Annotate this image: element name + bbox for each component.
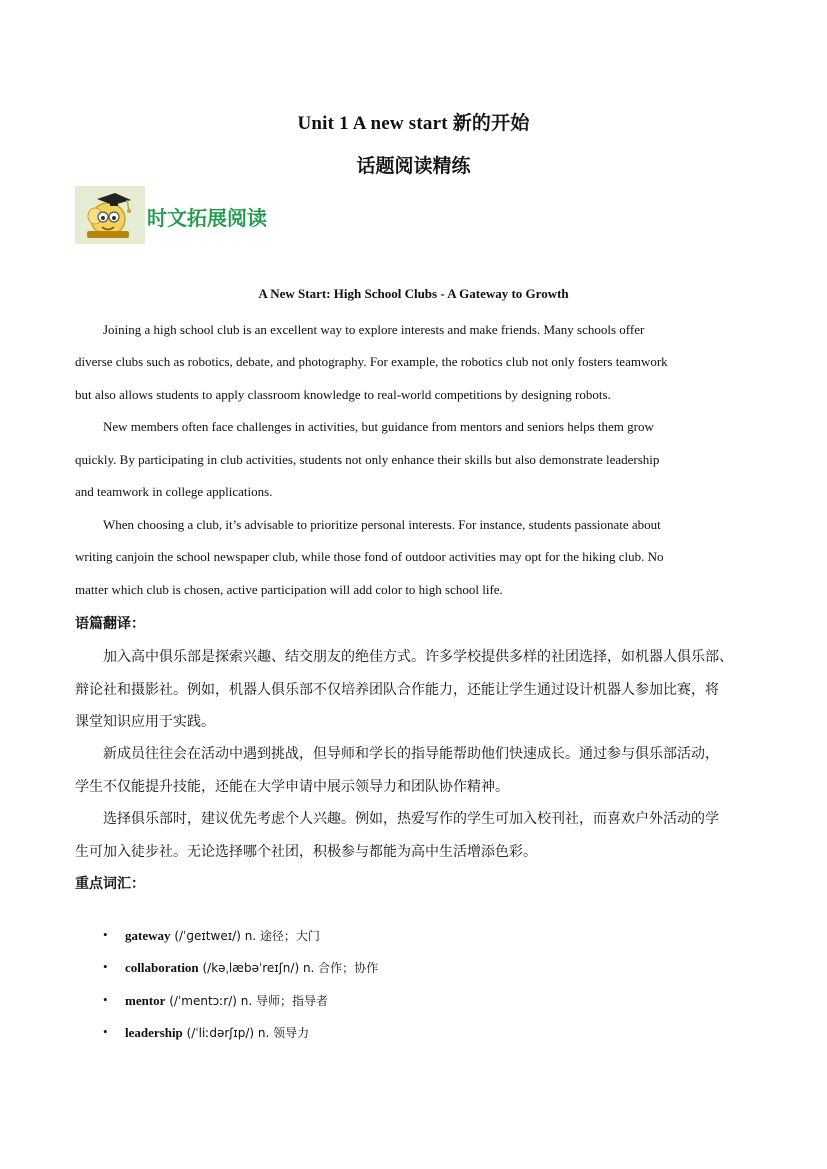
translation-line: 加入高中俱乐部是探索兴趣、结交朋友的绝佳方式。许多学校提供多样的社团选择，如机器人俱乐部、: [103, 649, 733, 665]
section-title: 时文拓展阅读: [147, 206, 267, 230]
article-line: New members often face challenges in activities, but guidance from mentors and seniors helps them grow: [103, 419, 654, 434]
article-line: and teamwork in college applications.: [75, 484, 273, 499]
bullet-icon: •: [103, 1024, 108, 1039]
vocab-entry: [125, 1024, 309, 1041]
vocab-detail: (/kəˌlæbəˈreɪʃn/) n. 合作；协作: [198, 961, 379, 975]
vocab-detail: (/ˈɡeɪtweɪ/) n. 途径；大门: [170, 929, 320, 943]
page-subtitle: 话题阅读精练: [356, 156, 471, 177]
vocab-detail: (/ˈmentɔːr/) n. 导师；指导者: [165, 994, 329, 1008]
translation-line: 学生不仅能提升技能，还能在大学申请中展示领导力和团队协作精神。: [75, 779, 509, 795]
translation-line: 课堂知识应用于实践。: [75, 714, 215, 730]
vocab-entry: [125, 959, 378, 976]
bullet-icon: •: [103, 959, 108, 974]
article-line: quickly. By participating in club activities, students not only enhance their skills but also demonstrate leadership: [75, 452, 660, 467]
article-line: writing canjoin the school newspaper club, while those fond of outdoor activities may opt for the hiking club. No: [75, 549, 664, 564]
bullet-icon: •: [103, 992, 108, 1007]
article-line: matter which club is chosen, active participation will add color to high school life.: [75, 582, 503, 597]
vocab-word: collaboration: [125, 960, 199, 975]
scholar-mascot-icon: [75, 186, 145, 244]
translation-line: 选择俱乐部时，建议优先考虑个人兴趣。例如，热爱写作的学生可加入校刊社，而喜欢户外活动的学: [103, 811, 719, 827]
article-line: Joining a high school club is an excellent way to explore interests and make friends. Many schools offer: [103, 322, 645, 337]
translation-line: 生可加入徒步社。无论选择哪个社团，积极参与都能为高中生活增添色彩。: [75, 844, 537, 860]
vocabulary-heading: 重点词汇：: [75, 876, 145, 892]
vocab-entry: [125, 992, 328, 1009]
translation-line: 新成员往往会在活动中遇到挑战，但导师和学长的指导能帮助他们快速成长。通过参与俱乐部活动，: [103, 746, 719, 762]
vocab-entry: [125, 927, 320, 944]
vocab-detail: (/ˈliːdərʃɪp/) n. 领导力: [182, 1026, 310, 1040]
article-line: but also allows students to apply classroom knowledge to real-world competitions by designing robots.: [75, 387, 611, 402]
vocab-word: gateway: [125, 928, 171, 943]
translation-heading: 语篇翻译：: [75, 616, 145, 632]
bullet-icon: •: [103, 927, 108, 942]
article-line: When choosing a club, it’s advisable to prioritize personal interests. For instance, students passionate about: [103, 517, 661, 532]
article-line: diverse clubs such as robotics, debate, and photography. For example, the robotics club not only fosters teamwork: [75, 354, 668, 369]
vocab-word: mentor: [125, 993, 166, 1008]
page-title: Unit 1 A new start 新的开始: [297, 113, 530, 134]
translation-line: 辩论社和摄影社。例如，机器人俱乐部不仅培养团队合作能力，还能让学生通过设计机器人参加比赛，将: [75, 682, 719, 698]
article-title: A New Start: High School Clubs - A Gateway to Growth: [258, 286, 569, 301]
vocab-word: leadership: [125, 1025, 183, 1040]
